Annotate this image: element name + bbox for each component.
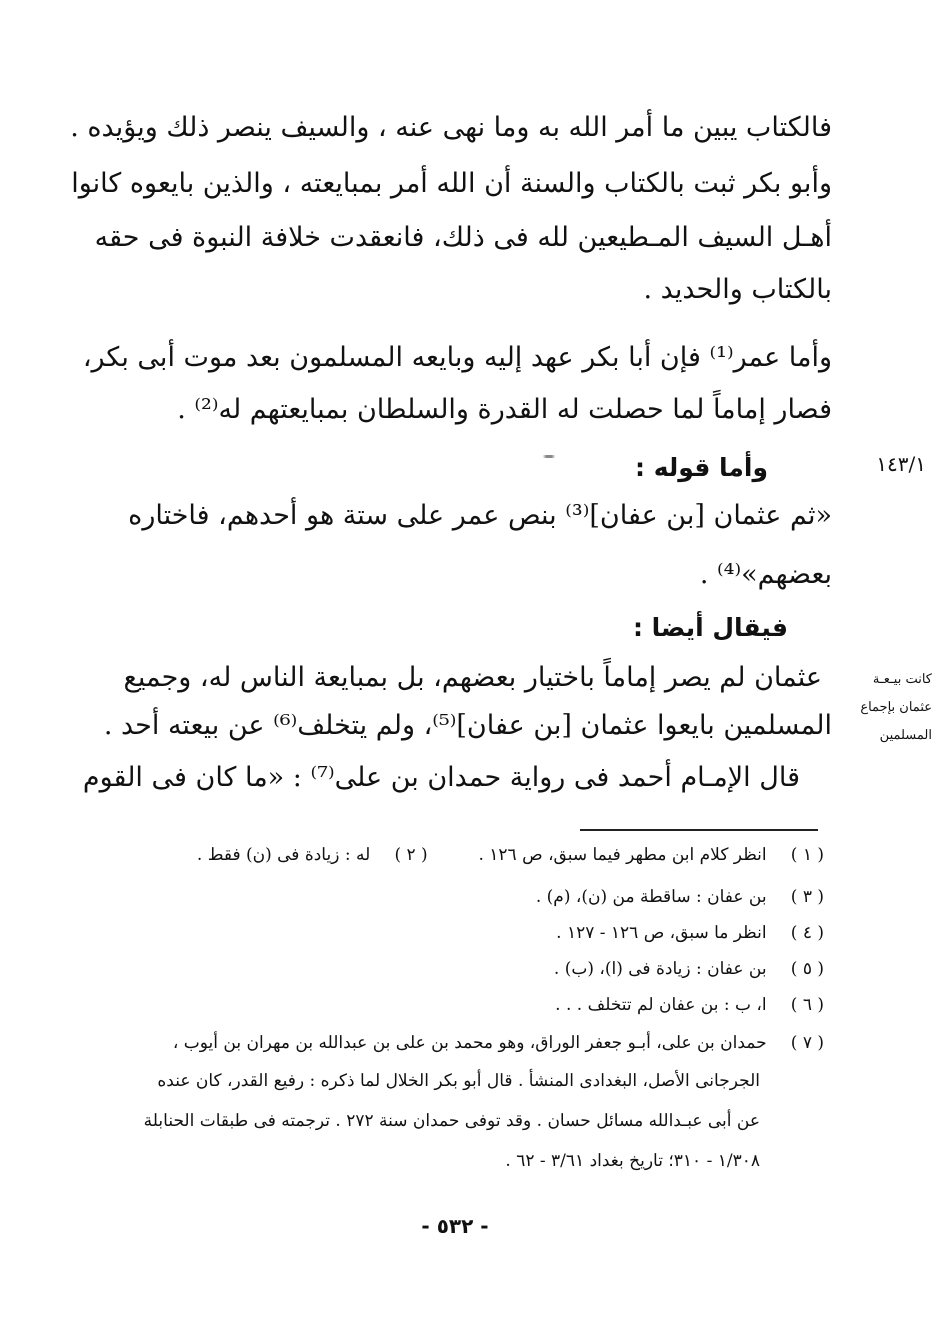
quote-line: بعضهم»⁽⁴⁾ . (699, 559, 832, 590)
footnote-continuation: الجرجانى الأصل، البغدادى المنشأ . قال أبو بكر الخلال لما ذكره : رفيع القدر، كان عنده (157, 1071, 760, 1091)
section-heading: فيقال أيضا : (632, 613, 788, 642)
footnote-text: بن عفان : ساقطة من (ن)، (م) . (535, 887, 767, 907)
text-line: بالكتاب والحديد . (643, 274, 832, 305)
footnote-text: حمدان بن على، أبـو جعفر الوراق، وهو محمد بن على بن عبدالله بن مهران بن أيوب ، (172, 1033, 767, 1053)
footnote-row (536, 882, 824, 912)
footnote-number: ( ٣ ) (790, 887, 824, 907)
margin-note (832, 666, 932, 750)
footnote-row (554, 954, 824, 984)
footnote-number: ( ١ ) (790, 845, 824, 865)
margin-note-line: المسلمين (879, 728, 932, 743)
footnote-number: ( ٥ ) (790, 959, 824, 979)
footnote-separator (580, 829, 818, 831)
text-line: أهـل السيف المـطيعين لله فى ذلك، فانعقدت خلافة النبوة فى حقه (94, 222, 832, 253)
footnote-row (555, 990, 824, 1020)
margin-note-line: عثمان بإجماع (860, 700, 932, 715)
page-number: - ٥٣٢ - (421, 1214, 489, 1238)
text-line: عثمان لم يصر إماماً باختيار بعضهم، بل بمبايعة الناس له، وجميع (123, 662, 822, 693)
footnote-row (197, 840, 824, 870)
text-line: وأما عمر⁽¹⁾ فإن أبا بكر عهد إليه وبايعه المسلمون بعد موت أبى بكر، (82, 342, 832, 373)
quote-line: «ثم عثمان [بن عفان]⁽³⁾ بنص عمر على ستة هو أحدهم، فاختاره (128, 500, 832, 531)
footnote-row (556, 918, 824, 948)
footnote-number: ( ٦ ) (790, 995, 824, 1015)
footnote-text: بن عفان : زيادة فى (ا)، (ب) . (553, 959, 767, 979)
margin-note-line: كانت بيـعـة (872, 672, 932, 687)
text-line: وأبو بكر ثبت بالكتاب والسنة أن الله أمر بمبايعته ، والذين بايعوه كانوا (71, 168, 832, 199)
text-line: فالكتاب يبين ما أمر الله به وما نهى عنه ، والسيف ينصر ذلك ويؤيده . (70, 112, 832, 143)
text-line: المسلمين بايعوا عثمان [بن عفان]⁽⁵⁾، ولم يتخلف⁽⁶⁾ عن بيعته أحد . (103, 710, 832, 741)
section-heading: وأما قوله : (635, 453, 768, 482)
footnote-number: ( ٧ ) (790, 1033, 824, 1053)
footnote-text: ا، ب : بن عفان لم تتخلف . . . (555, 995, 767, 1015)
footnote-text: انظر كلام ابن مطهر فيما سبق، ص ١٢٦ . (478, 845, 767, 865)
margin-reference: ١٤٣/١ (876, 452, 926, 476)
footnote-number: ( ٢ ) (394, 845, 428, 865)
text-line: قال الإمـام أحمد فى رواية حمدان بن على⁽⁷⁾ : «ما كان فى القوم (82, 762, 800, 793)
scan-speck (540, 455, 558, 458)
footnote-text: انظر ما سبق، ص ١٢٦ - ١٢٧ . (556, 923, 767, 943)
footnote-number: ( ٤ ) (790, 923, 824, 943)
footnote-continuation: عن أبى عبـدالله مسائل حسان . وقد توفى حمدان سنة ٢٧٢ . ترجمته فى طبقات الحنابلة (143, 1111, 760, 1131)
footnote-continuation: ١/٣٠٨ - ٣١٠؛ تاريخ بغداد ٣/٦١ - ٦٢ . (505, 1151, 760, 1171)
text-line: فصار إماماً لما حصلت له القدرة والسلطان بمبايعتهم له⁽²⁾ . (177, 394, 832, 425)
footnote-text: له : زيادة فى (ن) فقط . (196, 845, 371, 865)
footnote-row (173, 1028, 824, 1058)
